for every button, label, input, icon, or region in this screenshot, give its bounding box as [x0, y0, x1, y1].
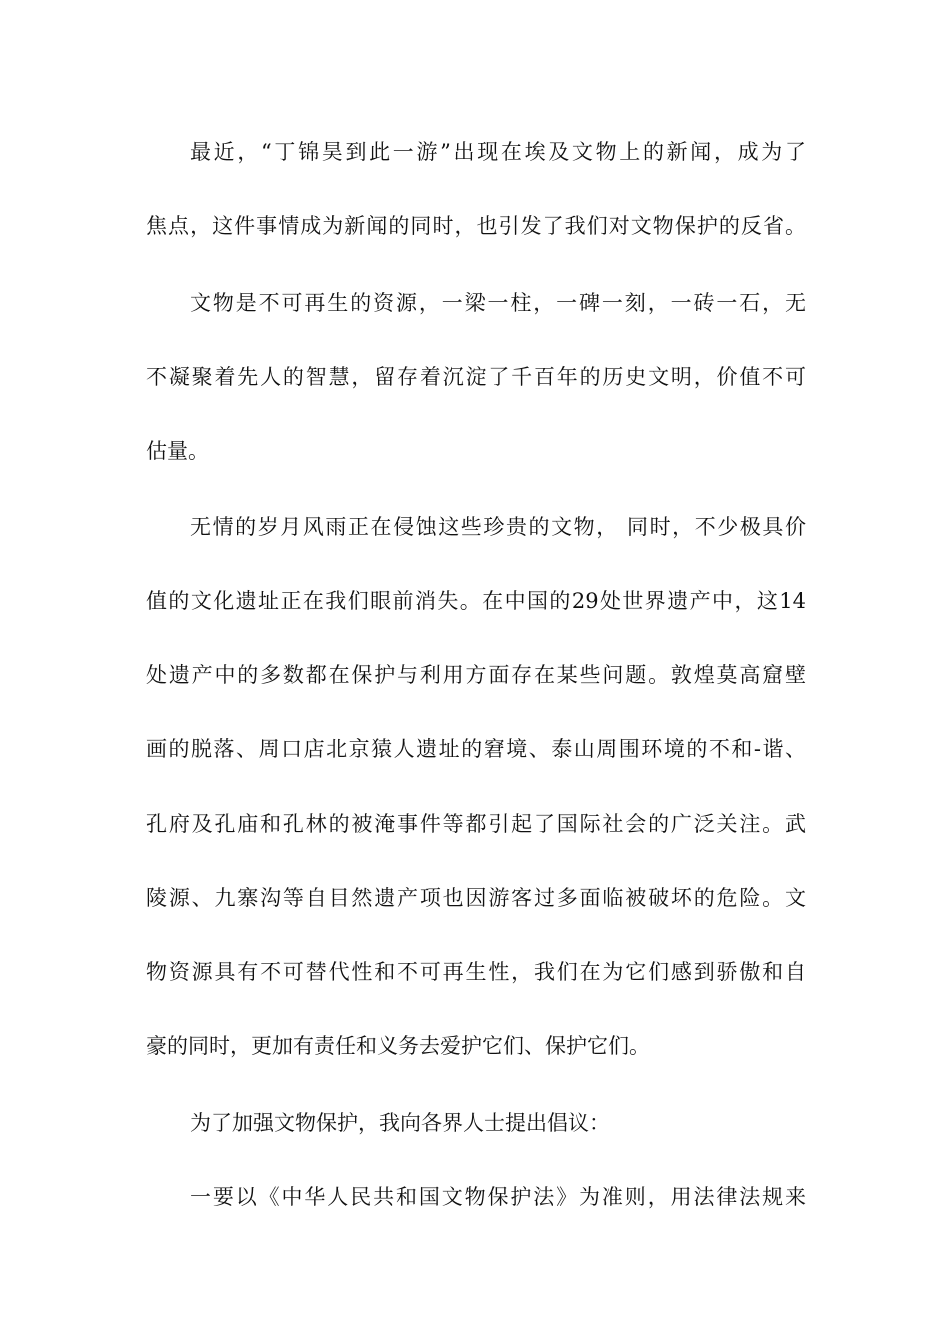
paragraph-2-line-2: 不凝聚着先人的智慧，留存着沉淀了千百年的历史文明，价值不可 — [146, 365, 806, 389]
paragraph-1-line-2: 焦点，这件事情成为新闻的同时，也引发了我们对文物保护的反省。 — [146, 214, 806, 238]
paragraph-3-line-7: 物资源具有不可替代性和不可再生性，我们在为它们感到骄傲和自 — [146, 960, 806, 984]
paragraph-3-line-3: 处遗产中的多数都在保护与利用方面存在某些问题。敦煌莫高窟壁 — [146, 663, 806, 687]
paragraph-2-line-1: 文物是不可再生的资源，一梁一柱，一碑一刻，一砖一石，无 — [190, 291, 806, 315]
paragraph-3-line-5: 孔府及孔庙和孔林的被淹事件等都引起了国际社会的广泛关注。武 — [146, 812, 806, 836]
paragraph-3-line-2: 值的文化遗址正在我们眼前消失。在中国的29处世界遗产中，这14 — [146, 589, 806, 613]
paragraph-3-line-1: 无情的岁月风雨正在侵蚀这些珍贵的文物， 同时，不少极具价 — [190, 515, 806, 539]
paragraph-3-line-4: 画的脱落、周口店北京猿人遗址的窘境、泰山周围环境的不和-谐、 — [146, 737, 806, 761]
paragraph-3-line-6: 陵源、九寨沟等自目然遗产项也因游客过多面临被破坏的危险。文 — [146, 886, 806, 910]
paragraph-4-line-1: 为了加强文物保护，我向各界人士提出倡议： — [190, 1111, 610, 1135]
paragraph-2-line-3: 估量。 — [146, 439, 209, 463]
paragraph-3-line-8: 豪的同时，更加有责任和义务去爱护它们、保护它们。 — [146, 1034, 650, 1058]
paragraph-5-line-1: 一要以《中华人民共和国文物保护法》为准则，用法律法规来 — [190, 1185, 806, 1209]
paragraph-1-line-1: 最近，“丁锦昊到此一游”出现在埃及文物上的新闻，成为了 — [190, 140, 806, 164]
